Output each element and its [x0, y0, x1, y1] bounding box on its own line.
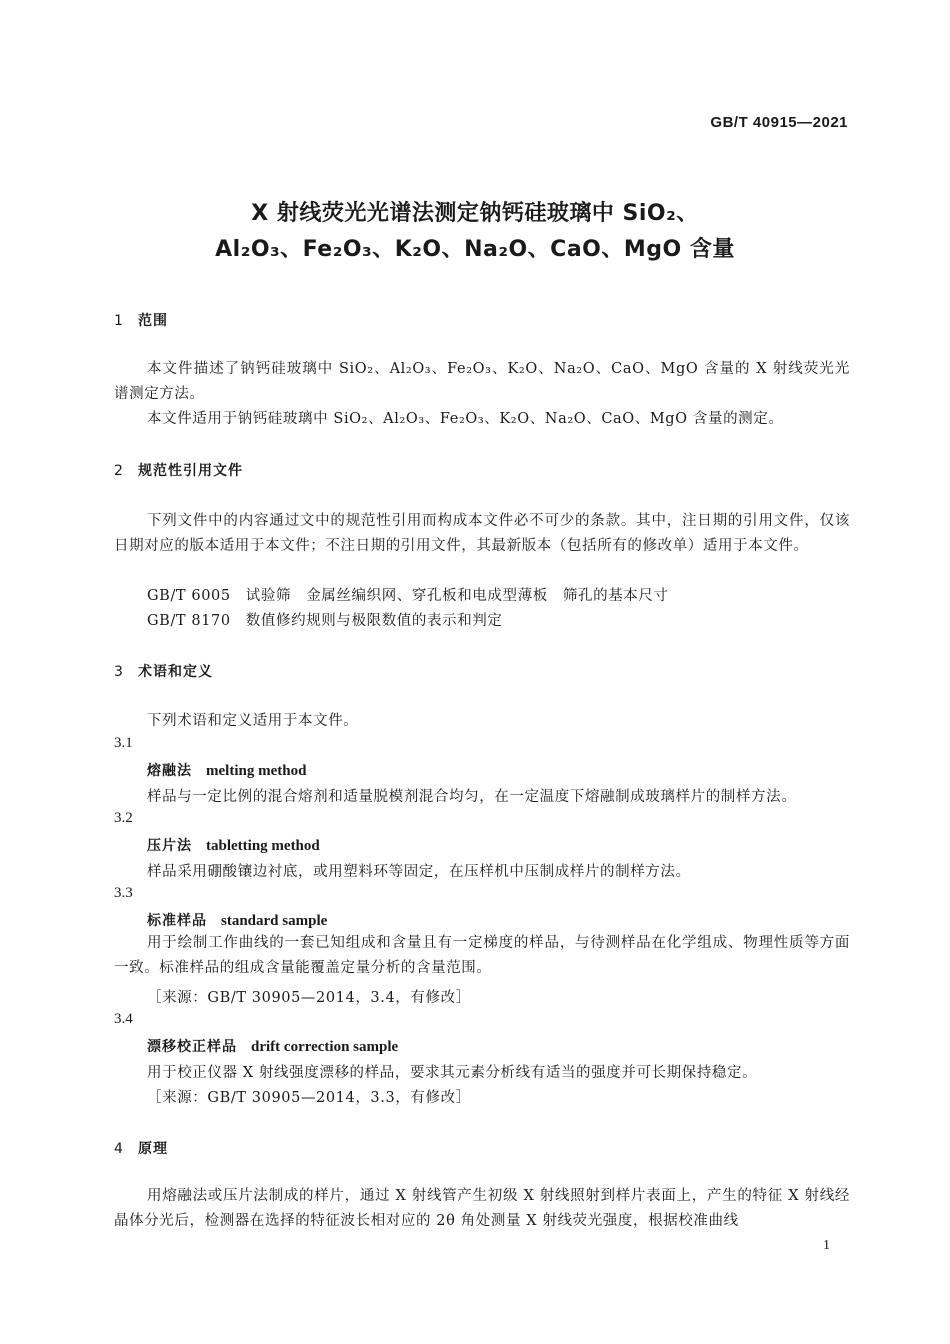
section-number: 1 [114, 313, 124, 329]
term-english: drift correction sample [251, 1039, 399, 1055]
term-english: tabletting method [206, 838, 320, 854]
term-number: 3.1 [114, 735, 133, 751]
section-1-paragraph-1: 本文件描述了钠钙硅玻璃中 SiO₂、Al₂O₃、Fe₂O₃、K₂O、Na₂O、CaO、MgO 含量的 X 射线荧光光谱测定方法。 [114, 361, 850, 402]
document-title-line1: X 射线荧光光谱法测定钠钙硅玻璃中 SiO₂、 [251, 201, 699, 226]
term-chinese: 熔融法 [147, 763, 192, 779]
term-english: standard sample [221, 913, 328, 929]
term-chinese: 压片法 [147, 838, 192, 854]
section-1-paragraph-2: 本文件适用于钠钙硅玻璃中 SiO₂、Al₂O₃、Fe₂O₃、K₂O、Na₂O、CaO、MgO 含量的测定。 [147, 411, 784, 427]
term-heading [147, 835, 320, 855]
section-number: 4 [114, 1141, 124, 1157]
section-4-paragraph-1: 用熔融法或压片法制成的样片，通过 X 射线管产生初级 X 射线照射到样片表面上，产生的特征 X 射线经晶体分光后，检测器在选择的特征波长相对应的 2θ 角处测量 X 射线荧光强度，根据校准曲线 [114, 1188, 851, 1229]
term-chinese: 标准样品 [147, 913, 207, 929]
term-number: 3.4 [114, 1011, 133, 1027]
section-title: 术语和定义 [138, 664, 213, 680]
section-title: 原理 [138, 1141, 168, 1157]
term-chinese: 漂移校正样品 [147, 1039, 237, 1055]
term-source: ［来源：GB/T 30905—2014，3.3，有修改］ [147, 1090, 471, 1106]
page-number: 1 [823, 1238, 830, 1253]
reference-item: GB/T 6005 试验筛 金属丝编织网、穿孔板和电成型薄板 筛孔的基本尺寸 [147, 588, 669, 604]
document-title-line2: Al₂O₃、Fe₂O₃、K₂O、Na₂O、CaO、MgO 含量 [215, 237, 735, 262]
term-definition: 样品与一定比例的混合熔剂和适量脱模剂混合均匀，在一定温度下熔融制成玻璃样片的制样方法。 [147, 789, 797, 805]
term-number: 3.2 [114, 810, 133, 826]
term-source: ［来源：GB/T 30905—2014，3.4，有修改］ [147, 990, 471, 1006]
section-title: 范围 [138, 313, 168, 329]
term-heading [147, 910, 327, 930]
section-3-heading [114, 661, 213, 681]
term-definition: 用于绘制工作曲线的一套已知组成和含量且有一定梯度的样品，与待测样品在化学组成、物理性质等方面一致。标准样品的组成含量能覆盖定量分析的含量范围。 [114, 935, 850, 976]
term-number: 3.3 [114, 885, 133, 901]
term-definition: 用于校正仪器 X 射线强度漂移的样品，要求其元素分析线有适当的强度并可长期保持稳定。 [147, 1065, 758, 1081]
section-2-heading [114, 460, 243, 480]
section-3-intro: 下列术语和定义适用于本文件。 [147, 713, 359, 729]
section-2-paragraph-1: 下列文件中的内容通过文中的规范性引用而构成本文件必不可少的条款。其中，注日期的引用文件，仅该日期对应的版本适用于本文件；不注日期的引用文件，其最新版本（包括所有的修改单）适用于本文件。 [114, 513, 850, 554]
section-number: 3 [114, 664, 124, 680]
standard-code: GB/T 40915—2021 [710, 114, 848, 131]
term-heading [147, 1036, 398, 1056]
section-number: 2 [114, 463, 124, 479]
section-4-heading [114, 1138, 168, 1158]
reference-item: GB/T 8170 数值修约规则与极限数值的表示和判定 [147, 613, 503, 629]
section-title: 规范性引用文件 [138, 463, 243, 479]
term-heading [147, 760, 306, 780]
term-english: melting method [206, 763, 307, 779]
section-1-heading [114, 310, 168, 330]
term-definition: 样品采用硼酸镶边衬底，或用塑料环等固定，在压样机中压制成样片的制样方法。 [147, 864, 691, 880]
